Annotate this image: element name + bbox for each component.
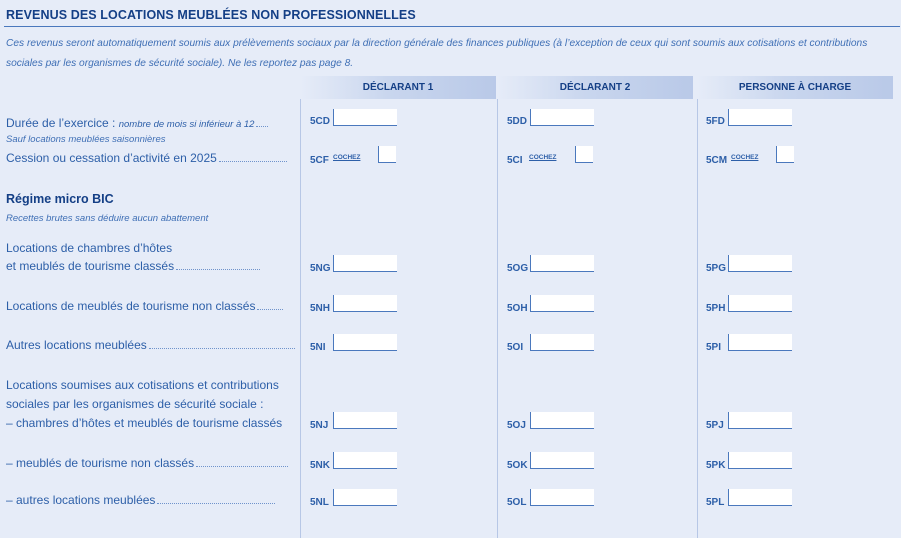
checkbox-5cf[interactable] — [378, 146, 396, 163]
code-5cd: 5CD — [310, 116, 331, 127]
duree-sub: nombre de mois si inférieur à 12 — [118, 119, 255, 130]
input-5nk[interactable] — [333, 452, 397, 469]
column-divider-1 — [300, 99, 301, 538]
title-divider — [4, 26, 900, 27]
chambres-label: et meublés de tourisme classés — [6, 259, 175, 273]
autres-label: Autres locations meublées — [6, 338, 147, 352]
code-5pi: 5PI — [706, 342, 722, 353]
code-5ng: 5NG — [310, 263, 331, 274]
checkbox-5ci[interactable] — [575, 146, 593, 163]
column-header-personne-a-charge: PERSONNE À CHARGE — [697, 76, 893, 99]
input-5pk[interactable] — [728, 452, 792, 469]
soumises-nc-label: – meublés de tourisme non classés — [6, 456, 195, 470]
input-5pi[interactable] — [728, 334, 792, 351]
input-5pj[interactable] — [728, 412, 792, 429]
cochez-label-5ci: COCHEZ — [529, 154, 557, 161]
input-5ok[interactable] — [530, 452, 594, 469]
code-5nh: 5NH — [310, 303, 331, 314]
row-label-soumises-2: sociales par les organismes de sécurité sociale : — [6, 397, 264, 411]
regime-micro-bic-heading: Régime micro BIC — [6, 192, 114, 206]
row-label-duree — [6, 116, 268, 130]
cession-label: Cession ou cessation d’activité en 2025 — [6, 151, 217, 165]
non-classes-label: Locations de meublés de tourisme non classés — [6, 299, 256, 313]
code-5pj: 5PJ — [706, 420, 724, 431]
input-5oj[interactable] — [530, 412, 594, 429]
input-5fd[interactable] — [728, 109, 792, 126]
soumises-autres-label: – autres locations meublées — [6, 493, 156, 507]
input-5nl[interactable] — [333, 489, 397, 506]
column-header-declarant-1: DÉCLARANT 1 — [300, 76, 496, 99]
row-label-autres — [6, 338, 295, 352]
column-divider-3 — [697, 99, 698, 538]
row-label-chambres-2 — [6, 259, 260, 273]
row-label-cession — [6, 151, 287, 165]
code-5pk: 5PK — [706, 460, 726, 471]
duree-label: Durée de l’exercice : — [6, 116, 116, 130]
input-5og[interactable] — [530, 255, 594, 272]
input-5ng[interactable] — [333, 255, 397, 272]
code-5ok: 5OK — [507, 460, 528, 471]
code-5nj: 5NJ — [310, 420, 329, 431]
code-5ci: 5CI — [507, 155, 523, 166]
input-5ol[interactable] — [530, 489, 594, 506]
section-title: REVENUS DES LOCATIONS MEUBLÉES NON PROFESSIONNELLES — [6, 8, 416, 22]
code-5ph: 5PH — [706, 303, 726, 314]
code-5oh: 5OH — [507, 303, 528, 314]
input-5pg[interactable] — [728, 255, 792, 272]
code-5oj: 5OJ — [507, 420, 526, 431]
code-5fd: 5FD — [706, 116, 725, 127]
cochez-label-5cf: COCHEZ — [333, 154, 361, 161]
input-5ni[interactable] — [333, 334, 397, 351]
input-5oi[interactable] — [530, 334, 594, 351]
code-5ol: 5OL — [507, 497, 527, 508]
code-5cf: 5CF — [310, 155, 329, 166]
regime-micro-bic-note: Recettes brutes sans déduire aucun abattement — [6, 213, 209, 224]
checkbox-5cm[interactable] — [776, 146, 794, 163]
code-5cm: 5CM — [706, 155, 728, 166]
row-label-non-classes — [6, 299, 283, 313]
row-label-chambres-1: Locations de chambres d’hôtes — [6, 241, 173, 255]
input-5cd[interactable] — [333, 109, 397, 126]
code-5pl: 5PL — [706, 497, 725, 508]
code-5nk: 5NK — [310, 460, 331, 471]
input-5dd[interactable] — [530, 109, 594, 126]
code-5og: 5OG — [507, 263, 529, 274]
column-divider-2 — [497, 99, 498, 538]
code-5oi: 5OI — [507, 342, 524, 353]
code-5ni: 5NI — [310, 342, 326, 353]
cochez-label-5cm: COCHEZ — [731, 154, 759, 161]
input-5nj[interactable] — [333, 412, 397, 429]
code-5dd: 5DD — [507, 116, 528, 127]
input-5nh[interactable] — [333, 295, 397, 312]
code-5nl: 5NL — [310, 497, 329, 508]
code-5pg: 5PG — [706, 263, 727, 274]
row-label-soumises-autres — [6, 493, 275, 507]
column-header-declarant-2: DÉCLARANT 2 — [497, 76, 693, 99]
row-label-soumises-1: Locations soumises aux cotisations et contributions — [6, 378, 279, 392]
input-5pl[interactable] — [728, 489, 792, 506]
duree-note: Sauf locations meublées saisonnières — [6, 134, 166, 145]
row-label-soumises-nc — [6, 456, 288, 470]
input-5oh[interactable] — [530, 295, 594, 312]
input-5ph[interactable] — [728, 295, 792, 312]
row-label-soumises-3: – chambres d’hôtes et meublés de tourisme classés — [6, 416, 283, 430]
intro-note: Ces revenus seront automatiquement soumis aux prélèvements sociaux par la direction générale des finances publiques (à l’exception de ceux qui sont soumis aux cotisations et contributions sociales par les organismes de sécurité sociale). Ne les reportez pas page 8. — [6, 38, 868, 69]
